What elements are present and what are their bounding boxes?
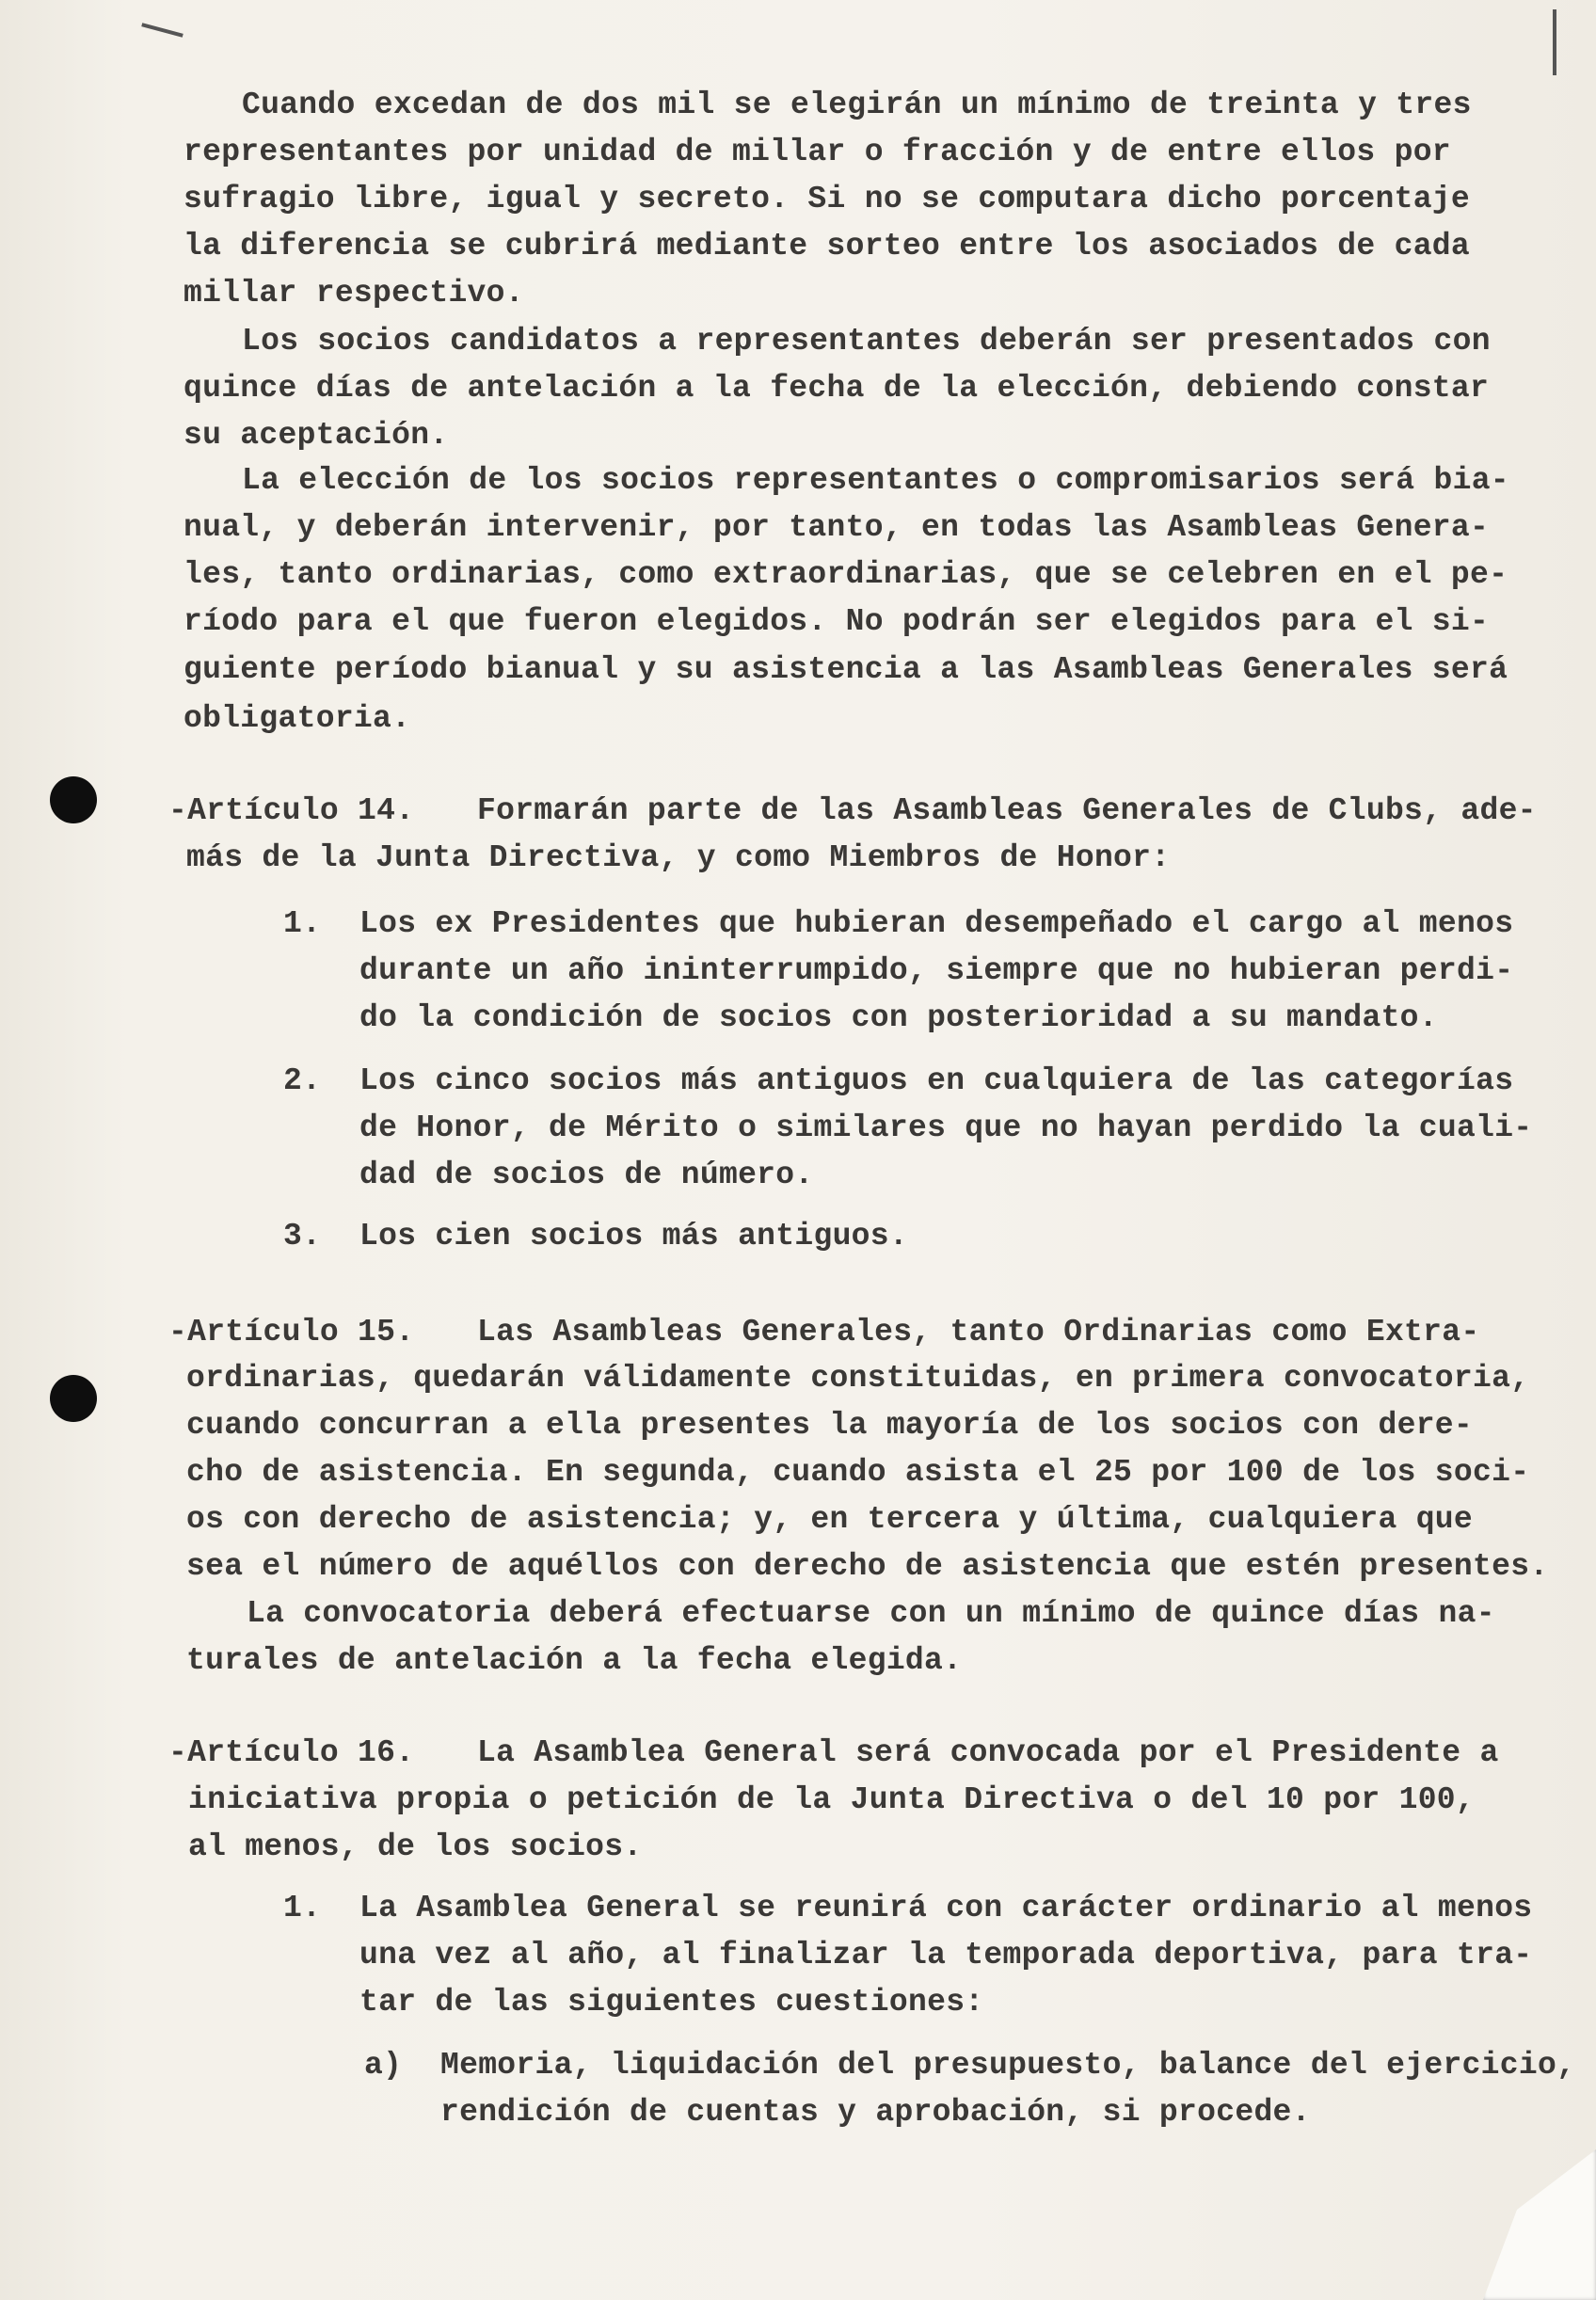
punch-hole <box>50 1375 97 1422</box>
text-line: sea el número de aquéllos con derecho de asistencia que estén presentes. <box>186 1549 1549 1584</box>
text-line: dad de socios de número. <box>359 1158 814 1192</box>
text-line: guiente período bianual y su asistencia a las Asambleas Generales será <box>184 652 1508 687</box>
text-line: durante un año ininterrumpido, siempre que no hubieran perdi- <box>359 953 1514 988</box>
text-line: tar de las siguientes cuestiones: <box>359 1985 984 2020</box>
text-line: La elección de los socios representantes o compromisarios será bia- <box>242 463 1509 498</box>
text-line: ordinarias, quedarán válidamente constituidas, en primera convocatoria, <box>186 1361 1530 1396</box>
text-line: turales de antelación a la fecha elegida. <box>186 1643 963 1678</box>
text-line: sufragio libre, igual y secreto. Si no se computara dicho porcentaje <box>184 182 1471 216</box>
article-heading: -Artículo 14. <box>168 793 415 828</box>
text-line: quince días de antelación a la fecha de la elección, debiendo constar <box>184 371 1490 406</box>
text-line: de Honor, de Mérito o similares que no hayan perdido la cuali- <box>359 1110 1533 1145</box>
text-line: La convocatoria deberá efectuarse con un mínimo de quince días na- <box>247 1596 1495 1631</box>
text-line: cho de asistencia. En segunda, cuando asista el 25 por 100 de los soci- <box>186 1455 1530 1490</box>
text-line: Memoria, liquidación del presupuesto, balance del ejercicio, <box>440 2048 1576 2083</box>
text-line: do la condición de socios con posterioridad a su mandato. <box>359 1000 1438 1035</box>
list-number: 1. <box>283 906 322 941</box>
article-heading: -Artículo 16. <box>168 1735 415 1770</box>
text-line: ríodo para el que fueron elegidos. No podrán ser elegidos para el si- <box>184 604 1490 639</box>
text-line: les, tanto ordinarias, como extraordinarias, que se celebren en el pe- <box>184 557 1508 592</box>
text-line: Los ex Presidentes que hubieran desempeñado el cargo al menos <box>359 906 1514 941</box>
text-line: una vez al año, al finalizar la temporada deportiva, para tra- <box>359 1938 1533 1973</box>
text-line: iniciativa propia o petición de la Junta Directiva o del 10 por 100, <box>188 1782 1476 1817</box>
list-number: 1. <box>283 1891 322 1925</box>
text-line: nual, y deberán intervenir, por tanto, en todas las Asambleas Genera- <box>184 510 1490 545</box>
text-line: cuando concurran a ella presentes la mayoría de los socios con dere- <box>186 1408 1474 1443</box>
text-line: al menos, de los socios. <box>188 1829 643 1864</box>
text-line: millar respectivo. <box>184 276 524 311</box>
text-line: más de la Junta Directiva, y como Miembros de Honor: <box>186 840 1171 875</box>
text-line: obligatoria. <box>184 701 411 736</box>
list-number: 3. <box>283 1219 322 1254</box>
list-letter: a) <box>364 2048 403 2083</box>
list-number: 2. <box>283 1063 322 1098</box>
text-line: la diferencia se cubrirá mediante sorteo entre los asociados de cada <box>184 229 1471 264</box>
text-line: Los cien socios más antiguos. <box>359 1219 908 1254</box>
text-line: Los cinco socios más antiguos en cualquiera de las categorías <box>359 1063 1514 1098</box>
text-line: Las Asambleas Generales, tanto Ordinarias como Extra- <box>477 1315 1480 1350</box>
text-line: La Asamblea General se reunirá con carácter ordinario al menos <box>359 1891 1533 1925</box>
punch-hole <box>50 776 97 823</box>
text-line: os con derecho de asistencia; y, en tercera y última, cualquiera que <box>186 1502 1474 1537</box>
folded-corner <box>1483 2149 1596 2300</box>
text-line: su aceptación. <box>184 418 449 453</box>
ink-mark <box>1553 9 1556 75</box>
text-line: Los socios candidatos a representantes deberán ser presentados con <box>242 324 1491 359</box>
ink-mark <box>141 23 184 38</box>
text-line: La Asamblea General será convocada por el Presidente a <box>477 1735 1499 1770</box>
article-heading: -Artículo 15. <box>168 1315 415 1350</box>
text-line: Formarán parte de las Asambleas Generales de Clubs, ade- <box>477 793 1537 828</box>
text-line: Cuando excedan de dos mil se elegirán un mínimo de treinta y tres <box>242 88 1472 122</box>
text-line: representantes por unidad de millar o fracción y de entre ellos por <box>184 135 1451 169</box>
text-line: rendición de cuentas y aprobación, si procede. <box>440 2095 1311 2130</box>
